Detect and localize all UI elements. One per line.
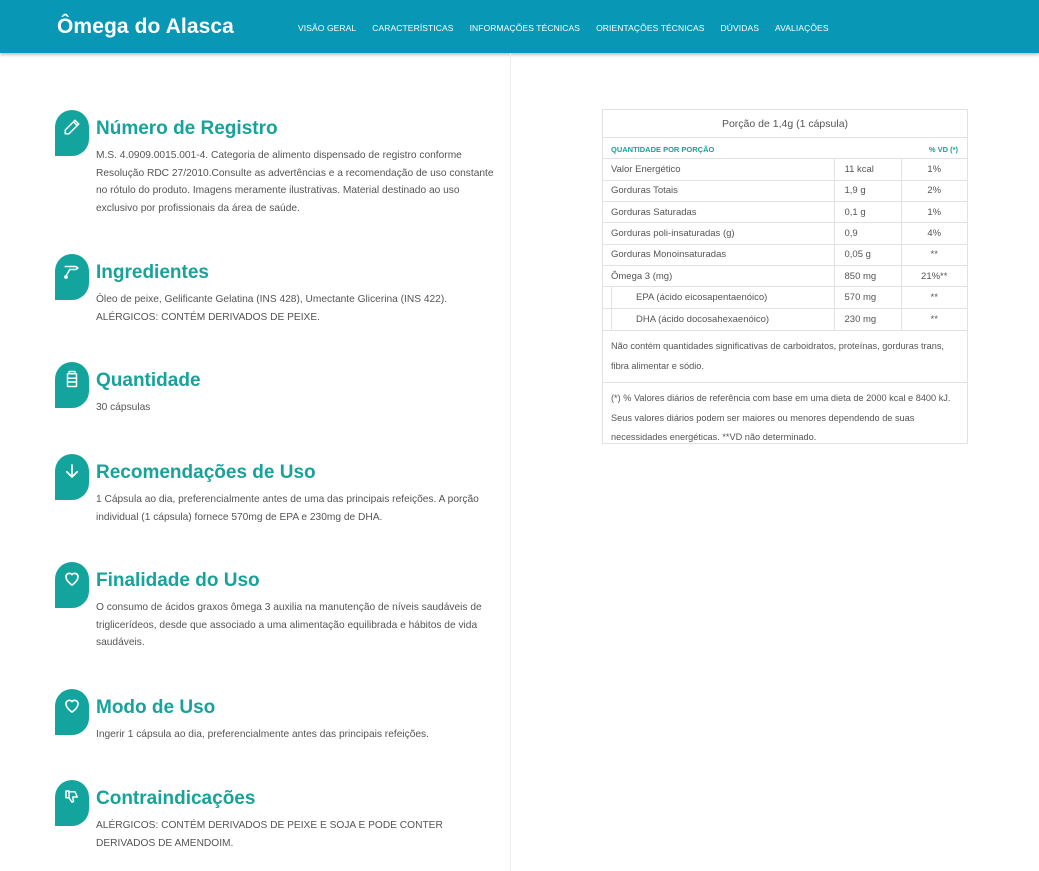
- nutrient-vd: 1%: [901, 202, 967, 223]
- nutrition-table: [602, 109, 968, 444]
- section-nav: [298, 23, 845, 33]
- section-text: 1 Cápsula ao dia, preferencialmente antes de uma das principais refeições. A porção individual (1 cápsula) fornece 570mg de EPA e 230mg de DHA.: [96, 494, 479, 523]
- section-title: Contraindicações: [96, 788, 256, 809]
- thumbs-down-icon: [55, 780, 89, 826]
- arrow-down-icon: [55, 454, 89, 500]
- nav-orientacoes-tecnicas[interactable]: ORIENTAÇÕES TÉCNICAS: [596, 23, 705, 33]
- section-text: 30 cápsulas: [96, 402, 151, 413]
- nutrient-qty: 1,9 g: [834, 180, 901, 201]
- table-row: [603, 180, 967, 201]
- nav-informacoes-tecnicas[interactable]: INFORMAÇÕES TÉCNICAS: [469, 23, 581, 33]
- top-navbar: [0, 0, 1039, 53]
- table-row: [603, 202, 967, 223]
- nutrient-qty: 0,05 g: [834, 244, 901, 265]
- nutrient-vd: 1%: [901, 159, 967, 180]
- nutrient-qty: 570 mg: [834, 287, 901, 309]
- table-row: [603, 244, 967, 265]
- nutrient-name: Valor Energético: [603, 159, 834, 180]
- section-text: O consumo de ácidos graxos ômega 3 auxilia na manutenção de níveis saudáveis de triglicerídeos, desde que associado a uma alimentação equilibrada e hábitos de vida saudáveis.: [96, 602, 482, 648]
- bottle-icon: [55, 362, 89, 408]
- nutrient-vd: **: [901, 244, 967, 265]
- nutrient-qty: 11 kcal: [834, 159, 901, 180]
- nutrient-name: Gorduras Monoinsaturadas: [603, 244, 834, 265]
- nutrient-name: EPA (ácido eicosapentaenóico): [611, 287, 834, 308]
- section-title: Finalidade do Uso: [96, 570, 260, 591]
- nutrient-vd: 2%: [901, 180, 967, 201]
- heart-icon: [55, 562, 89, 608]
- nav-caracteristicas[interactable]: CARACTERÍSTICAS: [372, 23, 454, 33]
- column-divider: [510, 53, 511, 871]
- portion-label: Porção de 1,4g (1 cápsula): [603, 110, 967, 138]
- table-row: [603, 223, 967, 244]
- col-header-vd: % VD (*): [928, 145, 958, 154]
- pencil-icon: [55, 110, 89, 156]
- table-row: [603, 159, 967, 180]
- nutrient-name: DHA (ácido docosahexaenóico): [611, 309, 834, 330]
- section-text: Óleo de peixe, Gelificante Gelatina (INS 428), Umectante Glicerina (INS 422). ALÉRGICOS: CONTÉM DERIVADOS DE PEIXE.: [96, 294, 448, 323]
- section-title: Modo de Uso: [96, 697, 216, 718]
- nutrition-note: Não contém quantidades significativas de carboidratos, proteínas, gorduras trans, fibra alimentar e sódio.: [603, 331, 967, 383]
- nutrient-name-cell: [603, 287, 834, 309]
- nav-duvidas[interactable]: DÚVIDAS: [720, 23, 759, 33]
- section-text: Ingerir 1 cápsula ao dia, preferencialmente antes das principais refeições.: [96, 729, 429, 740]
- nutrient-name: Gorduras poli-insaturadas (g): [603, 223, 834, 244]
- section-title: Recomendações de Uso: [96, 462, 316, 483]
- nutrient-name: Ômega 3 (mg): [603, 265, 834, 286]
- brand-title[interactable]: Ômega do Alasca: [57, 15, 234, 38]
- section-title: Ingredientes: [96, 262, 209, 283]
- heart-icon: [55, 689, 89, 735]
- nutrient-name: Gorduras Saturadas: [603, 202, 834, 223]
- col-header-qty: QUANTIDADE POR PORÇÃO: [611, 145, 715, 154]
- table-row: [603, 309, 967, 331]
- nutrient-vd: **: [901, 309, 967, 331]
- section-text: M.S. 4.0909.0015.001-4. Categoria de alimento dispensado de registro conforme Resolução RDC 27/2010.Consulte as advertências e a recomendação de uso constante no rótulo do produto. Imagens meramente ilustrativas. Material destinado ao uso exclusivo por profissionais da área de saúde.: [96, 150, 494, 214]
- dropper-icon: [55, 254, 89, 300]
- nutrient-vd: 4%: [901, 223, 967, 244]
- section-title: Quantidade: [96, 370, 201, 391]
- nav-visao-geral[interactable]: VISÃO GERAL: [298, 23, 357, 33]
- nav-avaliacoes[interactable]: AVALIAÇÕES: [775, 23, 829, 33]
- nutrient-qty: 850 mg: [834, 265, 901, 286]
- nutrition-rows: [603, 159, 967, 331]
- nutrient-vd: 21%**: [901, 265, 967, 286]
- nutrition-header: [603, 138, 967, 159]
- nutrient-vd: **: [901, 287, 967, 309]
- nutrition-footnote: (*) % Valores diários de referência com base em uma dieta de 2000 kcal e 8400 kJ. Seus valores diários podem ser maiores ou menores dependendo de suas necessidades energéticas. **VD não determinado.: [611, 393, 951, 443]
- table-row: [603, 265, 967, 286]
- section-title: Número de Registro: [96, 118, 278, 139]
- nutrient-name-cell: [603, 309, 834, 331]
- section-text: ALÉRGICOS: CONTÉM DERIVADOS DE PEIXE E SOJA E PODE CONTER DERIVADOS DE AMENDOIM.: [96, 820, 443, 849]
- nutrient-qty: 0,9: [834, 223, 901, 244]
- nutrient-name: Gorduras Totais: [603, 180, 834, 201]
- nutrient-qty: 0,1 g: [834, 202, 901, 223]
- table-row: [603, 287, 967, 309]
- nutrient-qty: 230 mg: [834, 309, 901, 331]
